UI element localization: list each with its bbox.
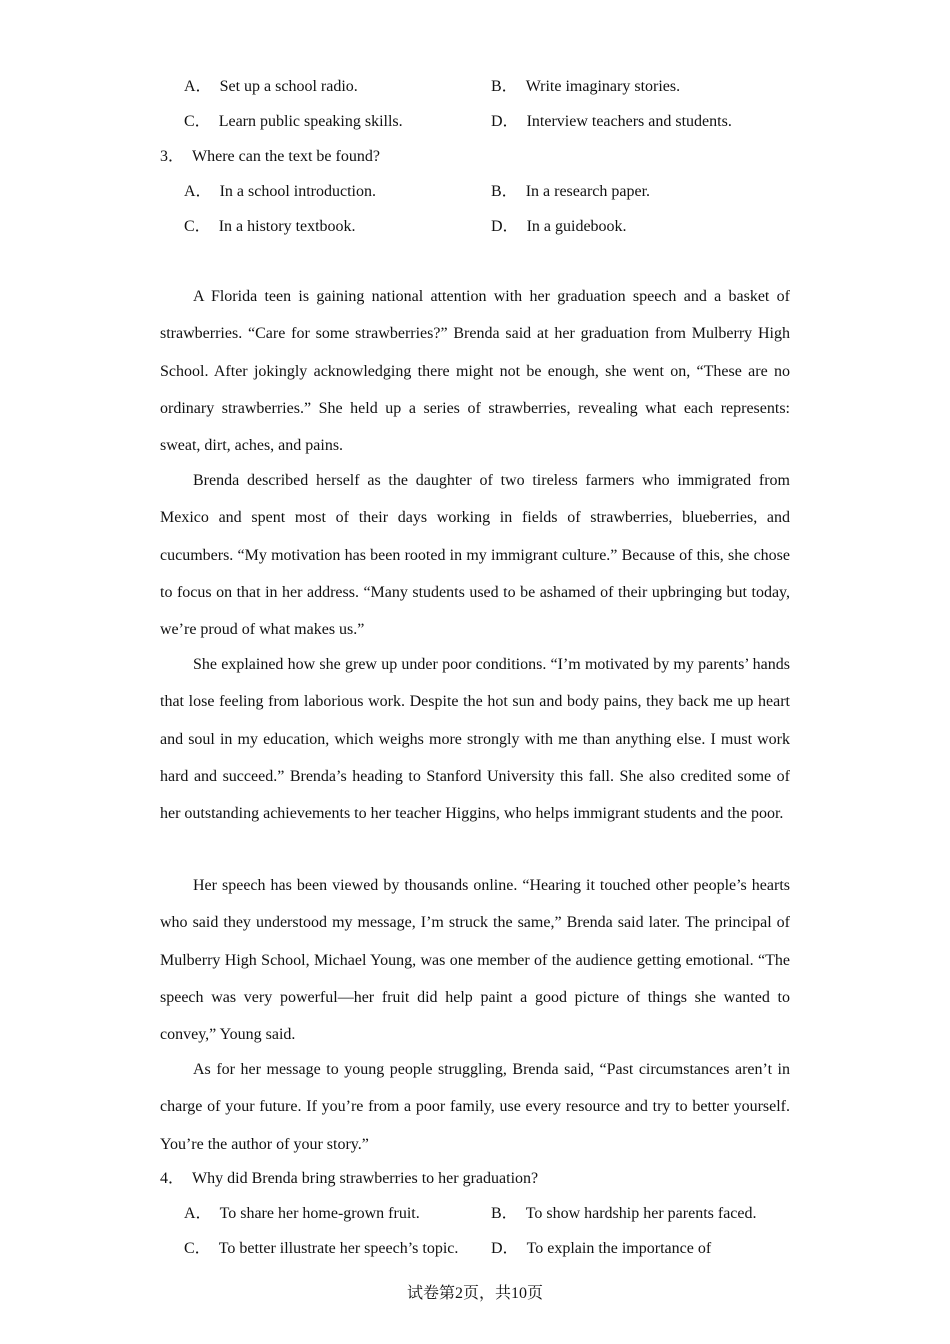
q3-options-row-1	[0, 181, 950, 203]
q4-option-d: D． To explain the importance of	[491, 1240, 712, 1257]
q2-options-row-1	[0, 76, 950, 98]
q3-option-c: C． In a history textbook.	[184, 218, 356, 235]
q4-option-b: B． To show hardship her parents faced.	[491, 1205, 757, 1222]
q2-option-b: B． Write imaginary stories.	[491, 78, 681, 95]
q2-option-a: A． Set up a school radio.	[184, 78, 358, 95]
q4-stem: 4． Why did Brenda bring strawberries to her graduation?	[160, 1170, 539, 1187]
q4-option-c: C． To better illustrate her speech’s topic.	[184, 1240, 459, 1257]
q4-options-row-2	[0, 1238, 950, 1260]
page-footer: 试卷第2页，共10页	[406, 1285, 543, 1302]
q2-option-c: C． Learn public speaking skills.	[184, 113, 403, 130]
q3-option-d: D． In a guidebook.	[491, 218, 627, 235]
q2-options-row-2	[0, 111, 950, 133]
passage-paragraph-2: Brenda described herself as the daughter of two tireless farmers who immigrated from Mexico and spent most of their days working in fields of strawberries, blueberries, and cucumbers. “My motivation has been rooted in my immigrant culture.” Because of this, she chose to focus on that in her address. “Many students used to be ashamed of their upbringing but today, we’re proud of what makes us.”	[160, 472, 790, 639]
passage-paragraph-4: Her speech has been viewed by thousands online. “Hearing it touched other people’s hearts who said they understood my message, I’m struck the same,” Brenda said later. The principal of Mulberry High School, Michael Young, was one member of the audience getting emotional. “The speech was very powerful—her fruit did help paint a good picture of things she wanted to convey,” Young said.	[160, 877, 790, 1044]
q3-option-b: B． In a research paper.	[491, 183, 651, 200]
passage-paragraph-1: A Florida teen is gaining national attention with her graduation speech and a basket of strawberries. “Care for some strawberries?” Brenda said at her graduation from Mulberry High School. After jokingly acknowledging there might not be enough, she went on, “These are no ordinary strawberries.” She held up a series of strawberries, revealing what each represents: sweat, dirt, aches, and pains.	[160, 288, 790, 455]
q2-option-d: D． Interview teachers and students.	[491, 113, 732, 130]
q4-option-a: A． To share her home-grown fruit.	[184, 1205, 420, 1222]
q3-stem: 3． Where can the text be found?	[160, 148, 380, 165]
passage-paragraph-3: She explained how she grew up under poor conditions. “I’m motivated by my parents’ hands that lose feeling from laborious work. Despite the hot sun and body pains, they back me up heart and soul in my education, which weighs more strongly with me than anything else. I must work hard and succeed.” Brenda’s heading to Stanford University this fall. She also credited some of her outstanding achievements to her teacher Higgins, who helps immigrant students and the poor.	[160, 656, 790, 823]
q3-option-a: A． In a school introduction.	[184, 183, 376, 200]
passage-paragraph-5: As for her message to young people struggling, Brenda said, “Past circumstances aren’t in charge of your future. If you’re from a poor family, use every resource and try to better yourself. You’re the author of your story.”	[160, 1061, 790, 1153]
q4-options-row-1	[0, 1203, 950, 1225]
q3-options-row-2	[0, 216, 950, 238]
